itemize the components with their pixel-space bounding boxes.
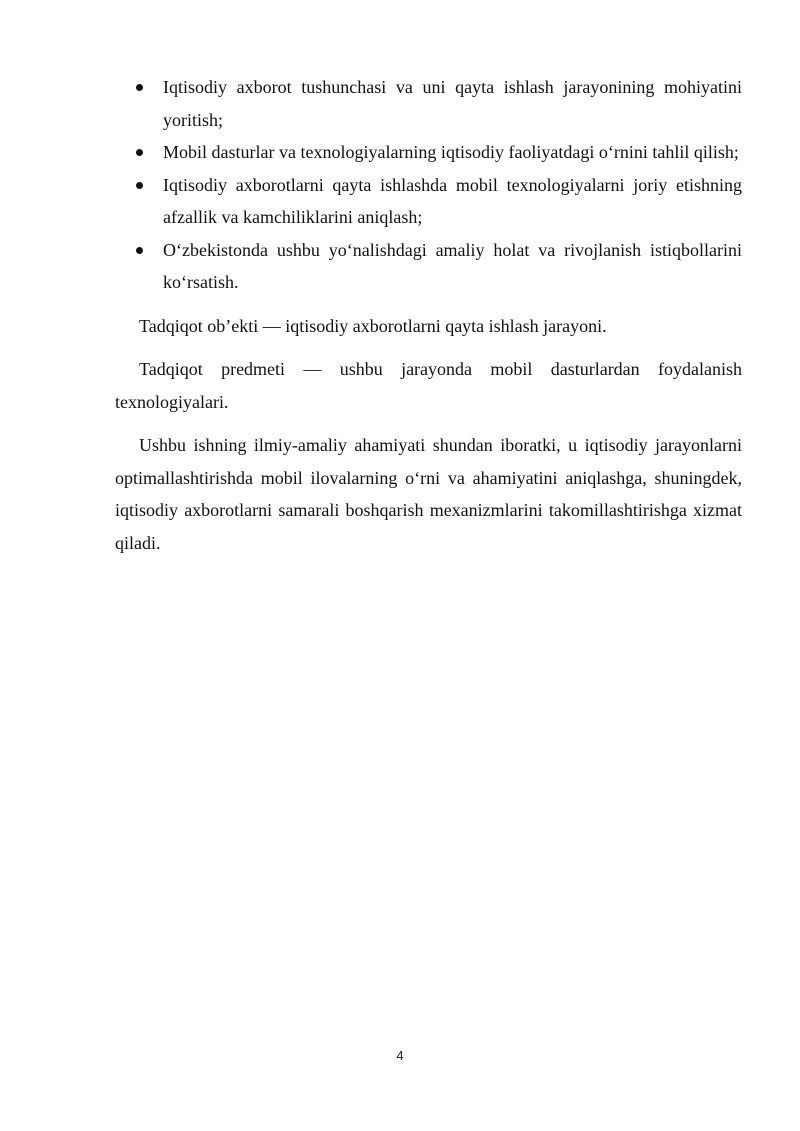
page-content xyxy=(115,71,742,559)
research-subject-paragraph: Tadqiqot predmeti — ushbu jarayonda mobil dasturlardan foydalanish texnologiyalari. xyxy=(115,359,742,412)
list-item xyxy=(115,234,742,299)
list-item xyxy=(115,136,742,169)
bullet-icon xyxy=(136,182,143,189)
list-item xyxy=(115,169,742,234)
list-item-text: Iqtisodiy axborotlarni qayta ishlashda mobil texnologiyalarni joriy etishning afzallik va kamchiliklarini aniqlash; xyxy=(163,174,742,227)
significance-paragraph: Ushbu ishning ilmiy-amaliy ahamiyati shundan iboratki, u iqtisodiy jarayonlarni optimallashtirishda mobil ilovalarning o‘rni va ahamiyatini aniqlashga, shuningdek, iqtisodiy axborotlarni samarali boshqarish mexanizmlarini takomillashtirishga xizmat qiladi. xyxy=(115,435,742,553)
list-item-text: Iqtisodiy axborot tushunchasi va uni qayta ishlash jarayonining mohiyatini yoritish; xyxy=(163,77,742,130)
page-number: 4 xyxy=(396,1048,404,1063)
list-item-text: Mobil dasturlar va texnologiyalarning iqtisodiy faoliyatdagi o‘rnini tahlil qilish; xyxy=(163,142,739,162)
list-item-text: O‘zbekistonda ushbu yo‘nalishdagi amaliy holat va rivojlanish istiqbollarini ko‘rsatish. xyxy=(163,239,742,292)
research-object-paragraph: Tadqiqot ob’ekti — iqtisodiy axborotlarni qayta ishlash jarayoni. xyxy=(139,315,607,336)
bullet-icon xyxy=(136,149,143,156)
objectives-list xyxy=(115,71,742,299)
bullet-icon xyxy=(136,247,143,254)
bullet-icon xyxy=(136,84,143,91)
list-item xyxy=(115,71,742,136)
